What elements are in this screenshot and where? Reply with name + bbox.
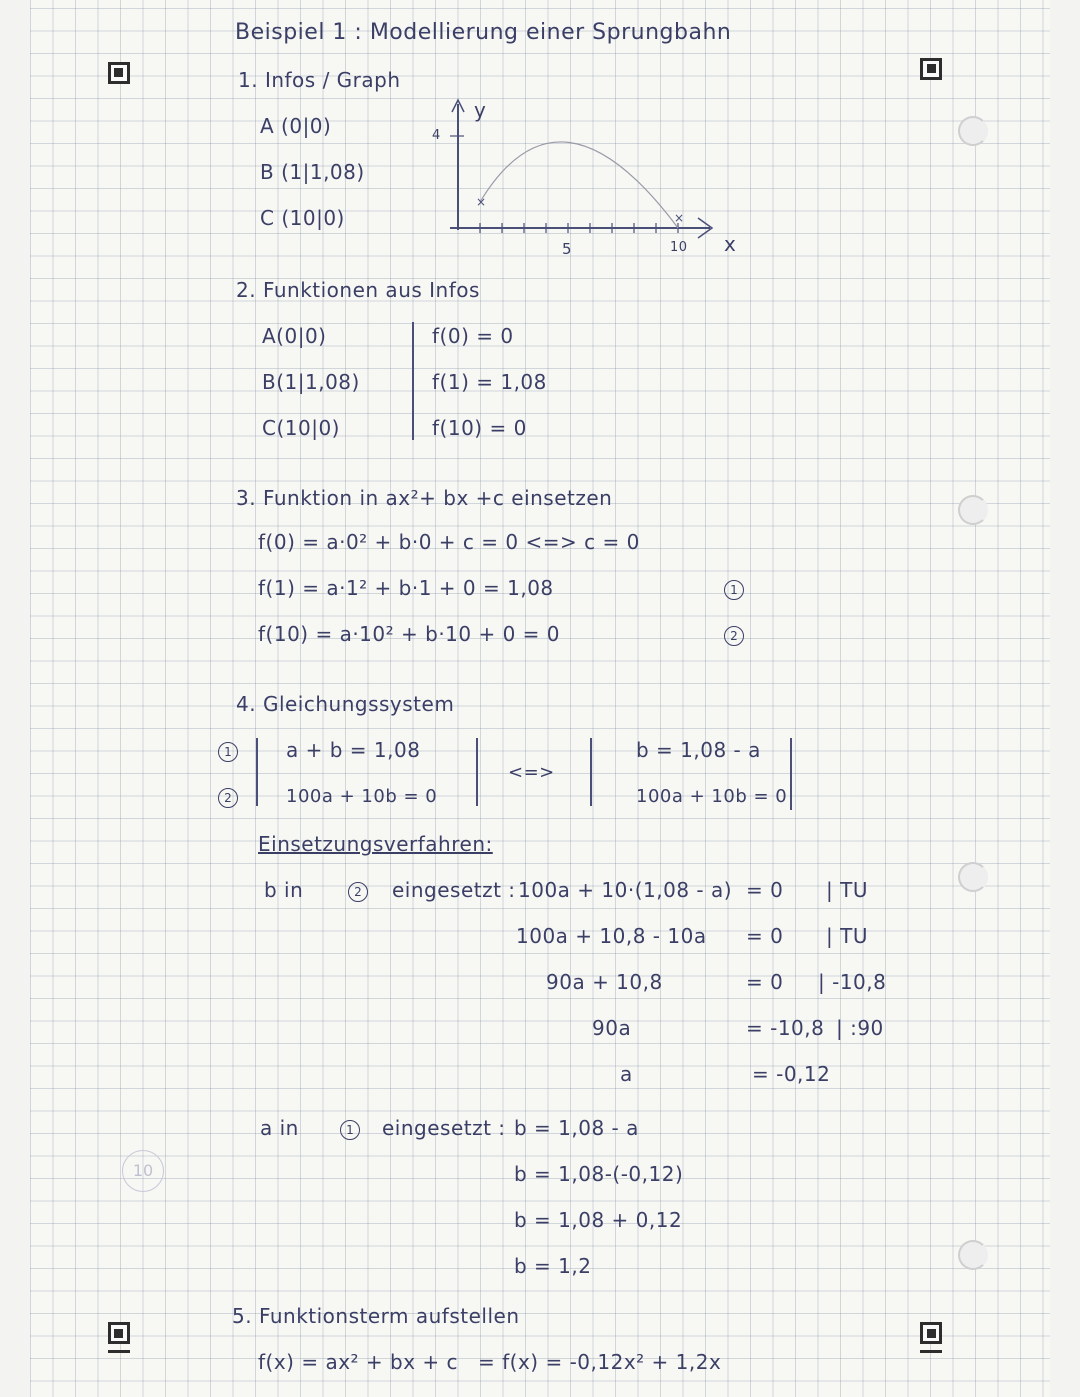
step-5-rhs: = -0,12 <box>752 1062 831 1086</box>
svg-text:×: × <box>674 211 685 225</box>
sub-a-text: eingesetzt : <box>382 1116 506 1140</box>
corner-marker-top-left <box>108 62 130 84</box>
punch-hole <box>958 495 988 525</box>
section-5-heading: 5. Funktionsterm aufstellen <box>232 1304 520 1328</box>
equation-label-2: 2 <box>724 626 744 646</box>
corner-marker-bar <box>108 1350 130 1353</box>
b-step-4: b = 1,2 <box>514 1254 592 1278</box>
sketch-graph <box>420 90 760 270</box>
point-a: A (0|0) <box>260 114 332 138</box>
step-2-lhs: 100a + 10,8 - 10a <box>516 924 707 948</box>
system-right-bar <box>790 738 792 810</box>
sub-b-label: b in <box>264 878 304 902</box>
system-mid-bar-2 <box>590 738 592 806</box>
graph-x-tick-5: 5 <box>562 240 573 258</box>
s2-point-b: B(1|1,08) <box>262 370 360 394</box>
step-4-lhs: 90a <box>592 1016 632 1040</box>
step-3-lhs: 90a + 10,8 <box>546 970 663 994</box>
system-eq-2: 100a + 10b = 0 <box>286 786 438 807</box>
system-mid-bar-1 <box>476 738 478 806</box>
section-3-heading: 3. Funktion in ax²+ bx +c einsetzen <box>236 486 613 510</box>
function-template: f(x) = ax² + bx + c <box>258 1350 459 1374</box>
step-4-op: | :90 <box>836 1016 884 1040</box>
s2-point-c: C(10|0) <box>262 416 340 440</box>
step-1-lhs: 100a + 10·(1,08 - a) <box>518 878 733 902</box>
sub-b-eq-ref: 2 <box>348 882 368 902</box>
point-b: B (1|1,08) <box>260 160 365 184</box>
s2-divider <box>412 322 414 440</box>
s3-line-1: f(0) = a·0² + b·0 + c = 0 <=> c = 0 <box>258 530 640 554</box>
s2-eq-b: f(1) = 1,08 <box>432 370 547 394</box>
system-right-eq-1: b = 1,08 - a <box>636 738 761 762</box>
corner-marker-top-right <box>920 58 942 80</box>
graph-x-tick-10: 10 <box>670 240 688 255</box>
punch-hole <box>958 862 988 892</box>
step-5-lhs: a <box>620 1062 633 1086</box>
sub-a-label: a in <box>260 1116 299 1140</box>
step-4-rhs: = -10,8 <box>746 1016 825 1040</box>
section-2-heading: 2. Funktionen aus Infos <box>236 278 480 302</box>
system-eq-1: a + b = 1,08 <box>286 738 421 762</box>
b-step-3: b = 1,08 + 0,12 <box>514 1208 683 1232</box>
corner-marker-bar <box>920 1350 942 1353</box>
s2-point-a: A(0|0) <box>262 324 327 348</box>
s2-eq-a: f(0) = 0 <box>432 324 514 348</box>
s3-line-2: f(1) = a·1² + b·1 + 0 = 1,08 <box>258 576 554 600</box>
step-2-rhs: = 0 <box>746 924 784 948</box>
svg-text:×: × <box>476 195 487 209</box>
page-number-badge: 10 <box>122 1150 164 1192</box>
system-label-1: 1 <box>218 742 238 762</box>
equation-label-1: 1 <box>724 580 744 600</box>
section-4-heading: 4. Gleichungssystem <box>236 692 455 716</box>
system-label-2: 2 <box>218 788 238 808</box>
b-step-1: b = 1,08 - a <box>514 1116 639 1140</box>
step-3-rhs: = 0 <box>746 970 784 994</box>
punch-hole <box>958 116 988 146</box>
point-c: C (10|0) <box>260 206 345 230</box>
step-1-op: | TU <box>826 878 868 902</box>
system-right-eq-2: 100a + 10b = 0 <box>636 786 788 807</box>
b-step-2: b = 1,08-(-0,12) <box>514 1162 684 1186</box>
right-margin <box>1050 0 1080 1397</box>
step-1-rhs: = 0 <box>746 878 784 902</box>
s2-eq-c: f(10) = 0 <box>432 416 527 440</box>
corner-marker-bottom-right <box>920 1322 942 1344</box>
function-result: = f(x) = -0,12x² + 1,2x <box>478 1350 722 1374</box>
section-1-heading: 1. Infos / Graph <box>238 68 401 92</box>
punch-hole <box>958 1240 988 1270</box>
corner-marker-bottom-left <box>108 1322 130 1344</box>
equivalence-sign: <=> <box>508 762 555 783</box>
page-title: Beispiel 1 : Modellierung einer Sprungbahn <box>235 20 732 45</box>
sub-a-eq-ref: 1 <box>340 1120 360 1140</box>
substitution-heading: Einsetzungsverfahren: <box>258 832 493 856</box>
system-left-bar <box>256 738 258 806</box>
graph-y-label: y <box>474 98 487 122</box>
step-3-op: | -10,8 <box>818 970 887 994</box>
graph-y-tick: 4 <box>432 128 441 143</box>
left-margin <box>0 0 30 1397</box>
sub-b-text: eingesetzt : <box>392 878 516 902</box>
step-2-op: | TU <box>826 924 868 948</box>
s3-line-3: f(10) = a·10² + b·10 + 0 = 0 <box>258 622 561 646</box>
graph-x-label: x <box>724 232 737 256</box>
